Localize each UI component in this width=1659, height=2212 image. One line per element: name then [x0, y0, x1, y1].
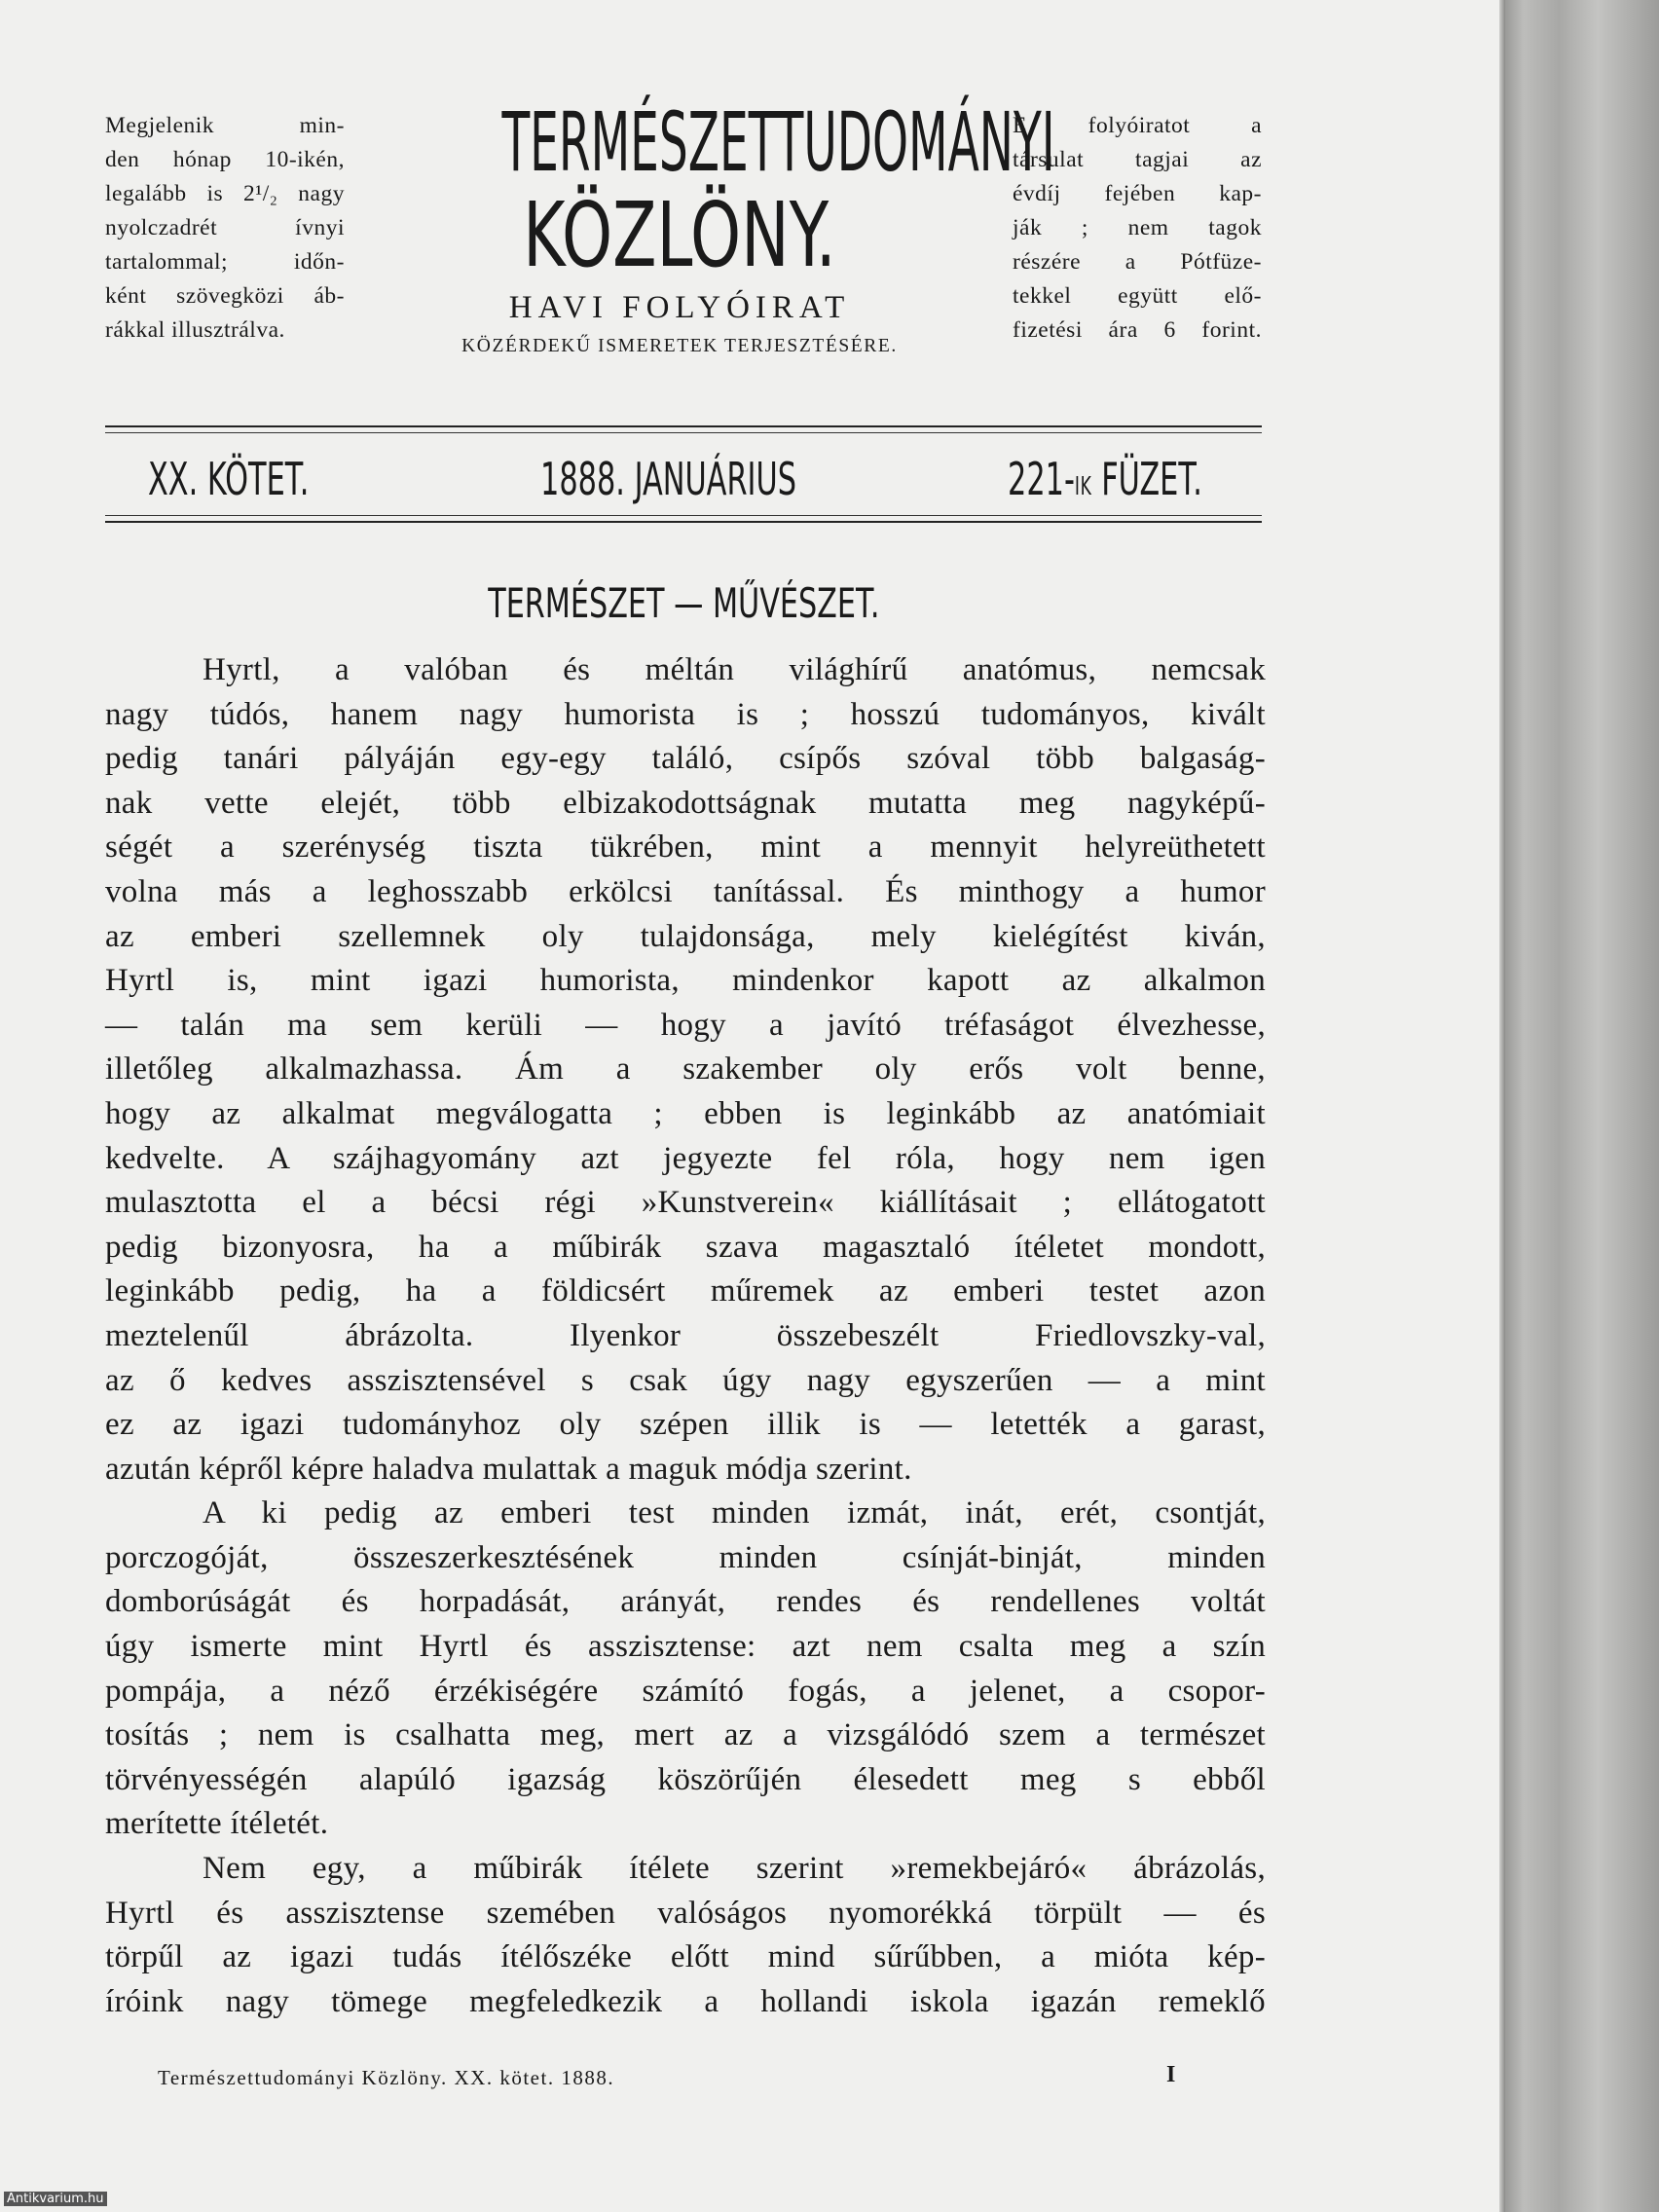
issue-number-word: FÜZET.: [1091, 453, 1202, 505]
body-line: törpűl az igazi tudás ítélőszéke előtt mind sűrűbben, a mióta kép-: [105, 1939, 1266, 1975]
body-line: domborúságát és horpadását, arányát, rendes és rendellenes voltát: [105, 1584, 1266, 1620]
body-line: Hyrtl is, mint igazi humorista, mindenkor kapott az alkalmon: [105, 963, 1266, 999]
issue-number-suffix: IK: [1074, 472, 1092, 501]
article-body: [105, 648, 1266, 2024]
left-note-line: nyolczadrét ívnyi: [105, 215, 345, 240]
body-line: tosítás ; nem is csalhatta meg, mert az a vizsgálódó szem a természet: [105, 1717, 1266, 1753]
body-line: merítette ítéletét.: [105, 1806, 329, 1842]
right-note-line: társulat tagjai az: [1013, 147, 1262, 172]
body-line: Hyrtl és asszisztense szemében valóságos nyomorékká törpült — és: [105, 1895, 1266, 1931]
watermark: Antikvarium.hu: [4, 2192, 107, 2206]
body-line: íróink nagy tömege megfeledkezik a hollandi iskola igazán remeklő: [105, 1983, 1266, 2019]
body-line: azután képről képre haladva mulattak a maguk módja szerint.: [105, 1451, 912, 1487]
left-note-line: den hónap 10-ikén,: [105, 147, 345, 172]
body-line: meztelenűl ábrázolta. Ilyenkor összebeszélt Friedlovszky-val,: [105, 1317, 1266, 1353]
journal-title: TERMÉSZETTUDOMÁNYI: [501, 94, 1055, 190]
right-note-line: ják ; nem tagok: [1013, 215, 1262, 240]
body-line: nak vette elejét, több elbizakodottságnak mutatta meg nagyképű-: [105, 785, 1266, 821]
body-line: ségét a szerénység tiszta tükrében, mint a mennyit helyreüthetett: [105, 830, 1266, 866]
masthead-rule-top: [105, 425, 1262, 427]
body-line: pompája, a néző érzékiségére számító fogás, a jelenet, a csopor-: [105, 1673, 1266, 1709]
footer-signature-mark: I: [1166, 2062, 1176, 2087]
left-note-line: tartalommal; időn-: [105, 249, 345, 275]
article-title: [105, 576, 1262, 631]
issue-volume: XX. KÖTET.: [148, 453, 310, 505]
body-line: mulasztotta el a bécsi régi »Kunstverein« kiállításait ; ellátogatott: [105, 1185, 1266, 1221]
left-note-line: legalább is 2¹/₂ nagy: [105, 181, 345, 206]
issue-date: 1888. JANUÁRIUS: [540, 453, 796, 505]
issue-rule-bottom: [105, 521, 1262, 523]
footer-citation: Természettudományi Közlöny. XX. kötet. 1888.: [158, 2066, 615, 2089]
body-line: ez az igazi tudományhoz oly szépen illik is — letették a garast,: [105, 1407, 1266, 1443]
body-line: az emberi szellemnek oly tulajdonsága, mely kielégítést kiván,: [105, 918, 1266, 954]
right-note-line: E folyóiratot a: [1013, 113, 1262, 138]
issue-number: [1008, 450, 1202, 508]
body-line: Hyrtl, a valóban és méltán világhírű anatómus, nemcsak: [203, 652, 1266, 687]
body-line: Nem egy, a műbirák ítélete szerint »remekbejáró« ábrázolás,: [203, 1851, 1266, 1887]
body-line: az ő kedves asszisztensével s csak úgy nagy egyszerűen — a mint: [105, 1362, 1266, 1398]
body-line: törvényességén alapúló igazság köszörűjén élesedett meg s ebből: [105, 1761, 1266, 1797]
body-line: leginkább pedig, ha a földicsért műremek az emberi testet azon: [105, 1273, 1266, 1309]
body-line: hogy az alkalmat megválogatta ; ebben is leginkább az anatómiait: [105, 1095, 1266, 1131]
masthead-right-note: [1013, 109, 1262, 348]
journal-subtitle: HAVI FOLYÓIRAT: [508, 290, 851, 325]
issue-rule-bottom-thin: [105, 515, 1262, 516]
body-line: illetőleg alkalmazhassa. Ám a szakember oly erős volt benne,: [105, 1051, 1266, 1088]
body-line: pedig bizonyosra, ha a műbirák szava magasztaló ítéletet mondott,: [105, 1229, 1266, 1265]
left-note-line: ként szövegközi áb-: [105, 283, 345, 309]
right-note-line: évdíj fejében kap-: [1013, 181, 1262, 206]
right-note-line: tekkel együtt elő-: [1013, 283, 1262, 309]
body-line: pedig tanári pályáján egy-egy találó, csípős szóval több balgaság-: [105, 741, 1266, 777]
body-line: nagy túdós, hanem nagy humorista is ; hosszú tudományos, kivált: [105, 696, 1266, 732]
page-edge: [1505, 0, 1659, 2212]
body-line: kedvelte. A szájhagyomány azt jegyezte fel róla, hogy nem igen: [105, 1140, 1266, 1176]
body-line: porczogóját, összeszerkesztésének minden csínját-binját, minden: [105, 1539, 1266, 1575]
article-title-text: TERMÉSZET — MŰVÉSZET.: [487, 579, 880, 627]
right-note-line: fizetési ára 6 forint.: [1013, 317, 1262, 343]
journal-title-second-line: KÖZLÖNY.: [523, 183, 836, 287]
journal-tagline: KÖZÉRDEKŰ ISMERETEK TERJESZTÉSÉRE.: [461, 336, 898, 356]
body-line: A ki pedig az emberi test minden izmát, inát, erét, csontját,: [203, 1495, 1266, 1531]
body-line: úgy ismerte mint Hyrtl és asszisztense: azt nem csalta meg a szín: [105, 1629, 1266, 1665]
right-note-line: részére a Pótfüze-: [1013, 249, 1262, 275]
body-line: volna más a leghosszabb erkölcsi tanítással. És minthogy a humor: [105, 873, 1266, 909]
issue-number-main: 221-: [1008, 453, 1075, 505]
masthead-rule-top-thin: [105, 432, 1262, 433]
body-line: — talán ma sem kerüli — hogy a javító tréfaságot élvezhesse,: [105, 1007, 1266, 1043]
left-note-line: Megjelenik min-: [105, 113, 345, 138]
left-note-line: rákkal illusztrálva.: [105, 317, 285, 343]
masthead-left-note: [105, 109, 345, 348]
